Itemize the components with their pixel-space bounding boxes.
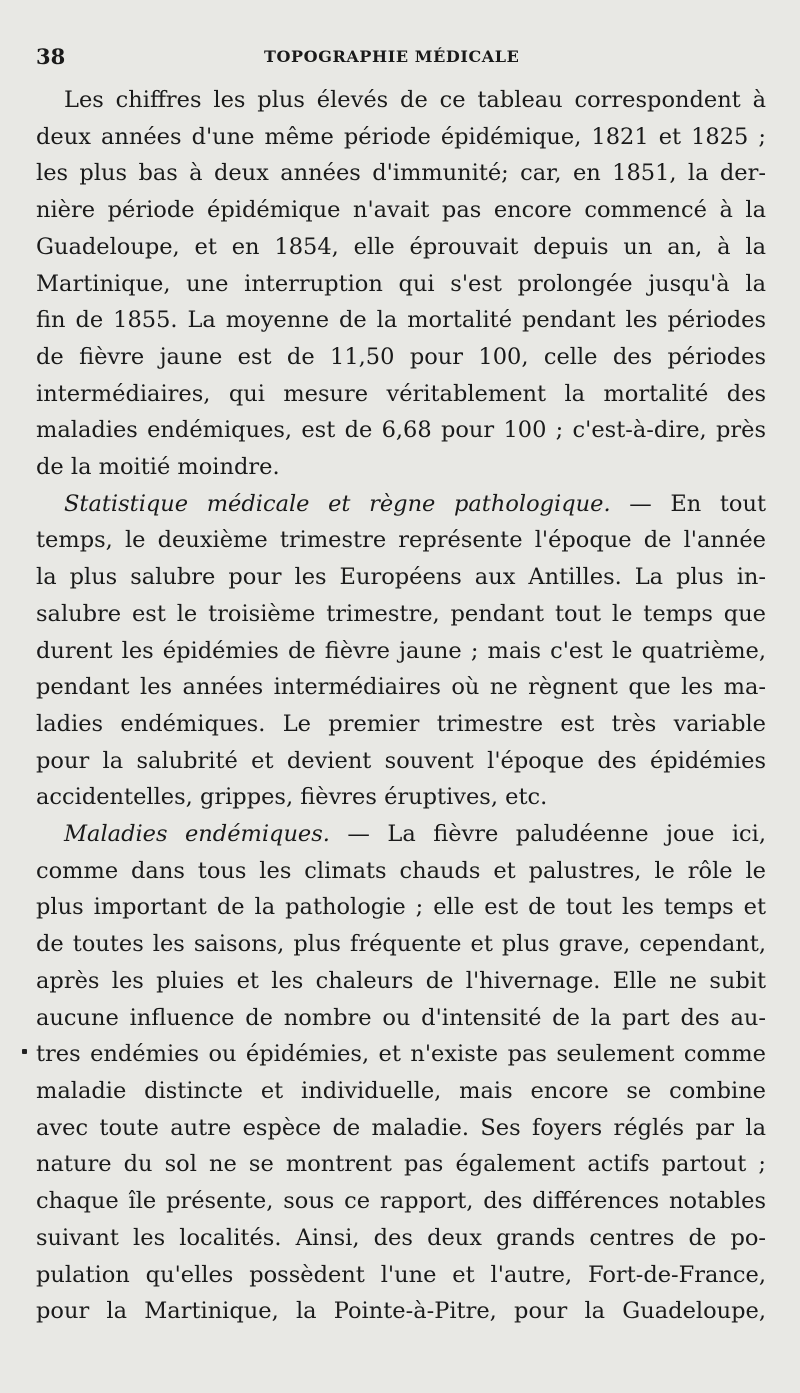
text-line: aucune influence de nombre ou d'intensité de la part des au- — [36, 1004, 766, 1031]
running-title: TOPOGRAPHIE MÉDICALE — [264, 47, 520, 66]
text-line: suivant les localités. Ainsi, des deux grands centres de po- — [36, 1224, 766, 1251]
text-line: salubre est le troisième trimestre, pendant tout le temps que — [36, 600, 766, 627]
ink-speck — [22, 1049, 27, 1054]
section-heading-endemic: Maladies endémiques. — [64, 821, 330, 848]
text-line: Les chiffres les plus élevés de ce tableau correspondent à — [64, 87, 766, 113]
text-line: Guadeloupe, et en 1854, elle éprouvait depuis un an, à la — [36, 233, 766, 260]
body-text — [36, 82, 766, 1330]
text-line: maladies endémiques, est de 6,68 pour 100 ; c'est-à-dire, près — [36, 417, 766, 444]
text-line: durent les épidémies de fièvre jaune ; mais c'est le quatrième, — [36, 637, 766, 664]
text-line: temps, le deuxième trimestre représente l'époque de l'année — [36, 527, 766, 554]
text-line: intermédiaires, qui mesure véritablement la mortalité des — [36, 380, 766, 407]
text-line — [36, 486, 766, 523]
page-number: 38 — [36, 44, 66, 69]
text-line: fin de 1855. La moyenne de la mortalité pendant les périodes — [36, 307, 766, 334]
text-line: chaque île présente, sous ce rapport, des différences notables — [36, 1188, 766, 1215]
text-line: Martinique, une interruption qui s'est prolongée jusqu'à la — [36, 270, 766, 297]
text-line: nière période épidémique n'avait pas encore commencé à la — [36, 197, 766, 224]
paragraph-mortality — [36, 82, 766, 486]
paragraph-statistics — [36, 486, 766, 816]
text-line: ladies endémiques. Le premier trimestre est très variable — [36, 710, 766, 737]
text-line: nature du sol ne se montrent pas également actifs partout ; — [36, 1151, 766, 1178]
text-line: les plus bas à deux années d'immunité; car, en 1851, la der- — [36, 160, 766, 187]
text-segment: — La fièvre paludéenne joue ici, — [329, 821, 766, 848]
text-line: accidentelles, grippes, fièvres éruptives, etc. — [36, 784, 548, 811]
text-line: après les pluies et les chaleurs de l'hivernage. Elle ne subit — [36, 967, 766, 994]
text-line — [36, 816, 766, 853]
text-line: de toutes les saisons, plus fréquente et plus grave, cependant, — [36, 931, 766, 958]
text-line: la plus salubre pour les Européens aux Antilles. La plus in- — [36, 564, 766, 591]
text-line: maladie distincte et individuelle, mais encore se combine — [36, 1077, 766, 1104]
text-line: pulation qu'elles possèdent l'une et l'autre, Fort-de-France, — [36, 1261, 766, 1288]
text-line: de la moitié moindre. — [36, 454, 280, 481]
paragraph-endemic — [36, 816, 766, 1330]
text-line: comme dans tous les climats chauds et palustres, le rôle le — [36, 857, 766, 884]
text-line: pour la salubrité et devient souvent l'époque des épidémies — [36, 747, 766, 774]
text-line: deux années d'une même période épidémique, 1821 et 1825 ; — [36, 123, 766, 150]
text-line: tres endémies ou épidémies, et n'existe pas seulement comme — [36, 1041, 766, 1068]
running-head — [36, 38, 766, 72]
text-line: de fièvre jaune est de 11,50 pour 100, celle des périodes — [36, 343, 766, 370]
text-segment: — En tout — [610, 490, 766, 517]
text-line: plus important de la pathologie ; elle est de tout les temps et — [36, 894, 766, 921]
section-heading-statistics: Statistique médicale et règne pathologique. — [64, 490, 611, 517]
text-line: pendant les années intermédiaires où ne règnent que les ma- — [36, 674, 766, 701]
text-line: avec toute autre espèce de maladie. Ses foyers réglés par la — [36, 1114, 766, 1141]
text-line: pour la Martinique, la Pointe-à-Pitre, pour la Guadeloupe, — [36, 1298, 766, 1325]
